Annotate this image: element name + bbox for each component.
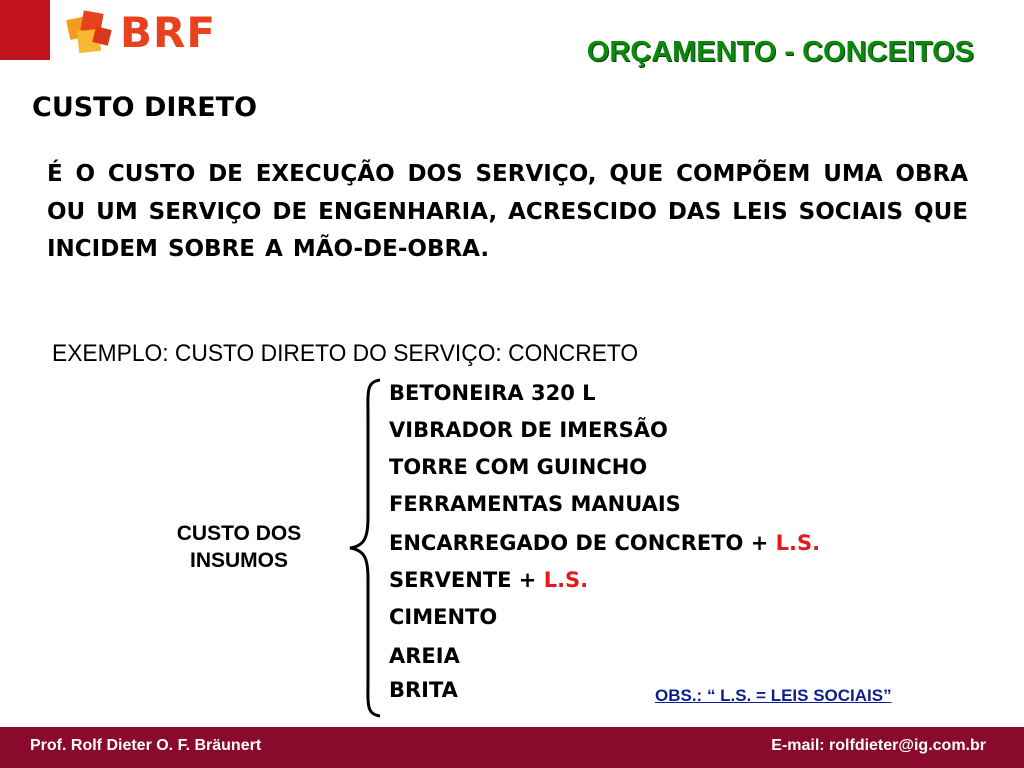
group-label [140, 520, 338, 574]
group-label-line-1: CUSTO DOS [176, 522, 302, 545]
obs-note: OBS.: “ L.S. = LEIS SOCIAIS” [655, 686, 892, 705]
list-item: VIBRADOR DE IMERSÃO [389, 418, 668, 442]
footer-author: Prof. Rolf Dieter O. F. Bräunert [30, 737, 262, 754]
brf-logo [64, 8, 216, 58]
list-item: AREIA [389, 644, 460, 668]
list-item: ENCARREGADO DE CONCRETO + L.S. [389, 531, 821, 555]
list-item: SERVENTE + L.S. [389, 568, 589, 592]
example-heading: EXEMPLO: CUSTO DIRETO DO SERVIÇO: CONCRETO [52, 340, 639, 367]
brf-logo-icon [64, 8, 116, 58]
section-title: CUSTO DIRETO [32, 92, 258, 123]
list-item: BRITA [389, 678, 458, 702]
footer-email: E-mail: rolfdieter@ig.com.br [771, 737, 986, 754]
list-item: FERRAMENTAS MANUAIS [389, 492, 681, 516]
curly-brace-icon [344, 378, 384, 718]
ls-highlight: L.S. [775, 531, 821, 555]
footer-bar [0, 727, 1024, 768]
logo-text: BRF [120, 8, 217, 57]
page-title: ORÇAMENTO - CONCEITOS [586, 36, 974, 68]
ls-highlight: L.S. [543, 568, 589, 592]
list-item: CIMENTO [389, 605, 498, 629]
corner-accent-block [0, 0, 50, 60]
definition-paragraph: É O CUSTO DE EXECUÇÃO DOS SERVIÇO, QUE COMPÕEM UMA OBRA OU UM SERVIÇO DE ENGENHARIA, ACRESCIDO DAS LEIS SOCIAIS QUE INCIDEM SOBRE A MÃO-DE-OBRA. [47, 161, 968, 262]
group-label-line-2: INSUMOS [189, 549, 288, 572]
list-item: TORRE COM GUINCHO [389, 455, 648, 479]
list-item: BETONEIRA 320 L [389, 381, 596, 405]
